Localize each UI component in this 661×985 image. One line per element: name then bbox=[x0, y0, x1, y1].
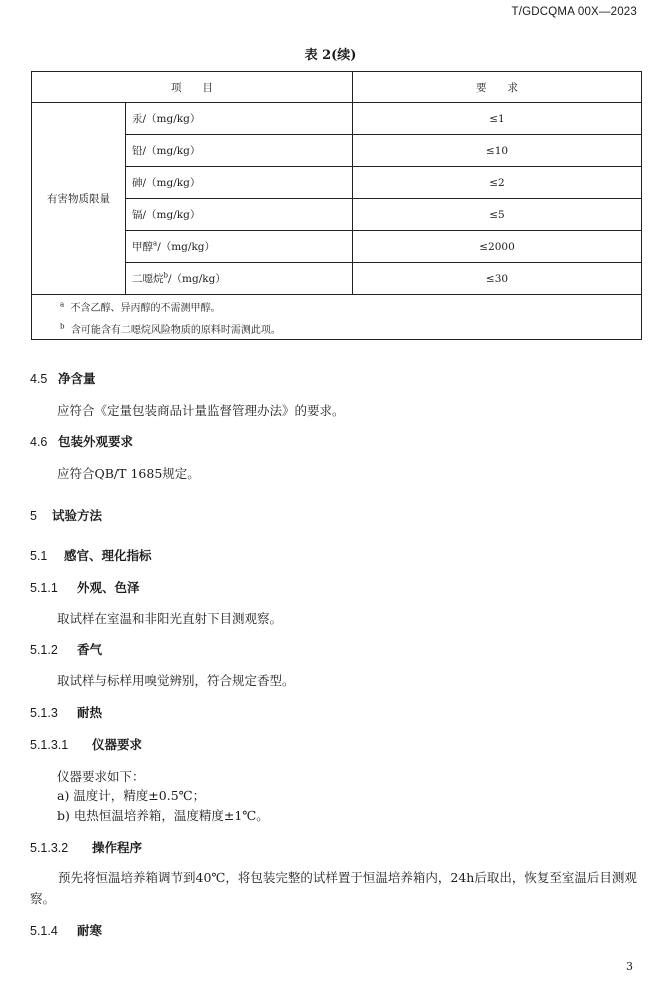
note-text: 不含乙醇、异丙醇的不需测甲醇。 bbox=[70, 302, 221, 314]
table-note-row bbox=[32, 317, 642, 340]
item-name: 甲醇 bbox=[132, 241, 153, 253]
section-body: 应符合QB/T 1685规定。 bbox=[57, 466, 200, 481]
footnote-mark: a bbox=[60, 300, 65, 309]
value-cell: ≤2000 bbox=[353, 231, 642, 263]
section-title: 操作程序 bbox=[92, 840, 143, 855]
table-row bbox=[32, 103, 642, 135]
section-number: 5.1.3 bbox=[30, 706, 58, 720]
value-cell: ≤1 bbox=[353, 103, 642, 135]
section-body: 取试样在室温和非阳光直射下目测观察。 bbox=[57, 611, 283, 626]
item-cell bbox=[126, 263, 353, 295]
section-title: 外观、色泽 bbox=[77, 580, 140, 595]
section-body: 仪器要求如下： bbox=[57, 769, 145, 784]
footnote-mark: b bbox=[60, 322, 65, 331]
table-header-row bbox=[32, 72, 642, 103]
section-heading-5-1-1 bbox=[30, 578, 140, 596]
section-title: 耐寒 bbox=[77, 923, 103, 938]
value-cell: ≤30 bbox=[353, 263, 642, 295]
col-header-item: 项 目 bbox=[32, 72, 353, 103]
section-body: 预先将恒温培养箱调节到40℃，将包装完整的试样置于恒温培养箱内，24h后取出，恢复至室温后目测观察。 bbox=[30, 870, 637, 906]
value-cell: ≤10 bbox=[353, 135, 642, 167]
table-title: 表 2(续) bbox=[304, 48, 357, 63]
item-cell: 镉/（mg/kg） bbox=[126, 199, 353, 231]
requirements-table bbox=[31, 71, 642, 340]
section-number: 5.1.4 bbox=[30, 924, 58, 938]
table-note bbox=[32, 317, 642, 340]
section-heading-5-1-3 bbox=[30, 703, 102, 721]
item-unit: /（mg/kg） bbox=[157, 241, 216, 253]
section-number: 4.6 bbox=[30, 435, 48, 449]
item-cell: 砷/（mg/kg） bbox=[126, 167, 353, 199]
section-title: 耐热 bbox=[77, 705, 103, 720]
section-body: 应符合《定量包装商品计量监督管理办法》的要求。 bbox=[57, 403, 345, 418]
item-cell: 汞/（mg/kg） bbox=[126, 103, 353, 135]
section-number: 5.1 bbox=[30, 549, 48, 563]
section-heading-5-1 bbox=[30, 546, 152, 564]
footnote-mark: b bbox=[163, 271, 168, 280]
table-note bbox=[32, 295, 642, 318]
item-cell bbox=[126, 231, 353, 263]
section-heading-5-1-3-2 bbox=[30, 838, 142, 856]
note-text: 含可能含有二噁烷风险物质的原料时需测此项。 bbox=[70, 324, 281, 336]
section-title: 仪器要求 bbox=[92, 737, 143, 752]
section-heading-5 bbox=[30, 506, 102, 524]
table-note-row bbox=[32, 295, 642, 318]
section-number: 5.1.3.1 bbox=[30, 738, 69, 752]
section-title: 感官、理化指标 bbox=[64, 548, 152, 563]
section-title: 试验方法 bbox=[52, 508, 103, 523]
section-number: 5.1.3.2 bbox=[30, 841, 69, 855]
category-cell: 有害物质限量 bbox=[32, 103, 126, 295]
section-title: 包装外观要求 bbox=[58, 434, 134, 449]
section-heading-4-5 bbox=[30, 369, 96, 387]
item-name: 二噁烷 bbox=[132, 273, 164, 285]
section-number: 4.5 bbox=[30, 372, 48, 386]
list-item: a) 温度计，精度±0.5℃； bbox=[57, 788, 206, 803]
item-cell: 铅/（mg/kg） bbox=[126, 135, 353, 167]
col-header-requirement: 要 求 bbox=[353, 72, 642, 103]
section-title: 香气 bbox=[77, 642, 103, 657]
section-body: 取试样与标样用嗅觉辨别，符合规定香型。 bbox=[57, 673, 295, 688]
footnote-mark: a bbox=[153, 239, 158, 248]
standard-code: T/GDCQMA 00X—2023 bbox=[511, 6, 637, 18]
section-title: 净含量 bbox=[58, 371, 96, 386]
value-cell: ≤2 bbox=[353, 167, 642, 199]
section-number: 5.1.1 bbox=[30, 581, 58, 595]
item-unit: /（mg/kg） bbox=[167, 273, 226, 285]
section-heading-4-6 bbox=[30, 432, 133, 450]
value-cell: ≤5 bbox=[353, 199, 642, 231]
section-number: 5 bbox=[30, 509, 37, 523]
section-number: 5.1.2 bbox=[30, 643, 58, 657]
list-item: b) 电热恒温培养箱，温度精度±1℃。 bbox=[57, 808, 269, 823]
section-heading-5-1-3-1 bbox=[30, 735, 142, 753]
section-heading-5-1-4 bbox=[30, 921, 102, 939]
section-heading-5-1-2 bbox=[30, 640, 102, 658]
page-number: 3 bbox=[626, 960, 633, 973]
